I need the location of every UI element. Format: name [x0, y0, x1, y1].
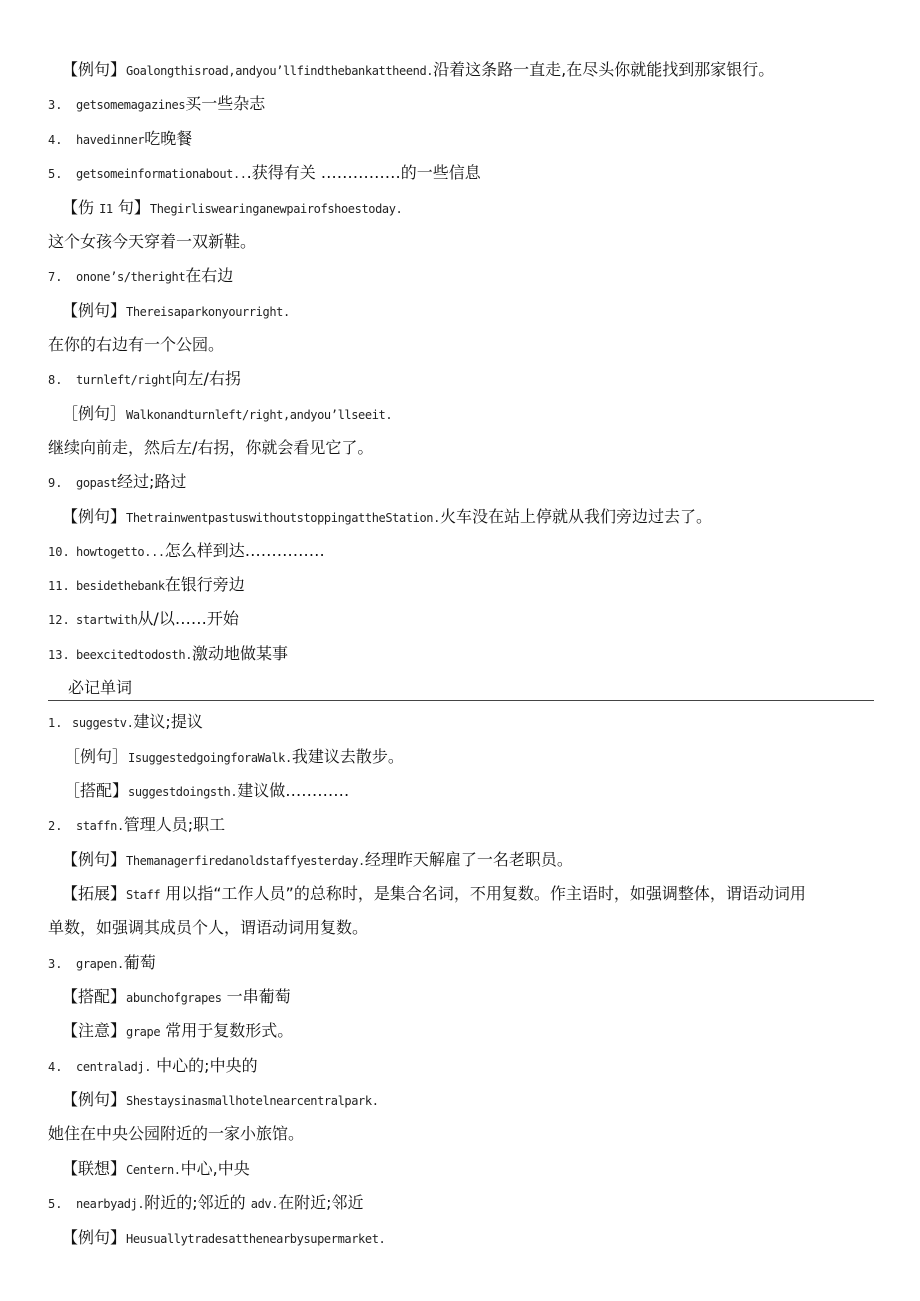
translation-line	[48, 230, 256, 254]
english-text: ThetrainwentpastuswithoutstoppingattheStation.	[126, 511, 440, 525]
translation-line	[48, 333, 224, 357]
english-text: beexcitedtodosth.	[76, 648, 193, 662]
chinese-text: 附近的;邻近的	[144, 1193, 246, 1212]
item-number: 4.	[48, 1060, 63, 1074]
section-divider	[48, 700, 874, 701]
example-line	[62, 1226, 385, 1250]
chinese-text: 我建议去散步。	[291, 747, 404, 766]
chinese-text: 中心,中央	[180, 1159, 250, 1178]
label-tag: 【伤	[62, 198, 95, 217]
chinese-text: 在附近;邻近	[278, 1193, 364, 1212]
word-item	[48, 710, 203, 734]
chinese-text: 建议;提议	[133, 712, 203, 731]
example-line	[62, 1088, 379, 1112]
collocation-line	[62, 985, 291, 1009]
phrase-item	[48, 470, 186, 494]
chinese-text: 经过;路过	[116, 472, 187, 491]
english-text: Centern.	[126, 1163, 181, 1177]
label-tag: 句】	[117, 198, 150, 217]
note-line	[62, 1019, 293, 1043]
label-tag: 【例句】	[62, 1090, 127, 1109]
translation-line	[48, 436, 373, 460]
chinese-text: 单数，如强调其成员个人，谓语动词用复数。	[48, 918, 369, 937]
chinese-text: 沿着这条路一直走,在尽头你就能找到那家银行。	[433, 60, 775, 79]
chinese-text: 用以指“工作人员”的总称时，是集合名词，不用复数。作主语时，如强调整体，谓语动词用	[165, 884, 806, 903]
word-item	[48, 951, 156, 975]
label-tag: 【例句】	[62, 1228, 127, 1247]
label-tag: 【注意】	[62, 1021, 127, 1040]
label-tag: 【例句】	[62, 850, 127, 869]
item-number: 1.	[48, 716, 63, 730]
chinese-text: 从/以……开始	[137, 609, 239, 628]
phrase-item	[48, 642, 288, 666]
chinese-text: 管理人员;职工	[123, 815, 226, 834]
english-text: Goalongthisroad,andyou’llfindthebankattheend.	[126, 64, 434, 78]
chinese-text: 一串葡萄	[226, 987, 291, 1006]
phrase-item	[48, 539, 325, 563]
english-text: onone’s/theright	[76, 270, 186, 284]
item-number: 3.	[48, 957, 63, 971]
item-number: 12.	[48, 613, 70, 627]
example-line	[62, 402, 392, 426]
english-text: centraladj.	[76, 1060, 152, 1074]
english-text: Walkonandturnleft/right,andyou’llseeit.	[126, 408, 393, 422]
example-line	[64, 745, 404, 769]
english-text: staffn.	[76, 819, 124, 833]
chinese-text: 这个女孩今天穿着一双新鞋。	[48, 232, 257, 251]
label-tag: 【拓展】	[62, 884, 127, 903]
collocation-line	[64, 779, 349, 803]
item-number: 8.	[48, 373, 63, 387]
english-text: Thereisaparkonyourright.	[126, 305, 290, 319]
item-number: 7.	[48, 270, 63, 284]
english-text: grape	[126, 1025, 161, 1039]
english-text: nearbyadj.	[76, 1197, 145, 1211]
chinese-text: 继续向前走，然后左/右拐，你就会看见它了。	[48, 438, 374, 457]
english-text: Staff	[126, 888, 161, 902]
english-text: turnleft/right	[76, 373, 172, 387]
phrase-item	[48, 92, 265, 116]
extension-line	[62, 882, 806, 906]
chinese-text: 买一些杂志	[185, 94, 266, 113]
item-number: 3.	[48, 98, 63, 112]
chinese-text: 常用于复数形式。	[165, 1021, 294, 1040]
phrase-item	[48, 127, 192, 151]
item-number: 11.	[48, 579, 70, 593]
phrase-item	[48, 367, 241, 391]
item-number: 10.	[48, 545, 70, 559]
association-line	[62, 1157, 250, 1181]
english-text: adv.	[250, 1197, 279, 1211]
english-text: howtogetto...	[76, 545, 165, 559]
word-item	[48, 1191, 363, 1215]
chinese-text: 在你的右边有一个公园。	[48, 335, 225, 354]
label-tag: 【例句】	[62, 60, 127, 79]
label-tag: 【例句】	[62, 301, 127, 320]
item-number: 13.	[48, 648, 70, 662]
english-text: Thegirliswearinganewpairofshoestoday.	[149, 202, 403, 216]
english-text: Heusuallytradesatthenearbysupermarket.	[126, 1232, 386, 1246]
item-number: 9.	[48, 476, 63, 490]
translation-line	[48, 1122, 304, 1146]
english-text: I1	[99, 202, 113, 216]
chinese-text: 经理昨天解雇了一名老职员。	[364, 850, 573, 869]
english-text: getsomemagazines	[76, 98, 186, 112]
label-tag: 【联想】	[62, 1159, 127, 1178]
word-item	[48, 813, 225, 837]
chinese-text: 在银行旁边	[164, 575, 245, 594]
extension-continued	[48, 916, 368, 940]
phrase-item	[48, 573, 245, 597]
chinese-text: 建议做…………	[237, 781, 350, 800]
english-text: gopast	[76, 476, 117, 490]
label-tag: 【例句】	[62, 507, 127, 526]
english-text: suggestdoingsth.	[128, 785, 238, 799]
chinese-text: 她住在中央公园附近的一家小旅馆。	[48, 1124, 305, 1143]
item-number: 4.	[48, 133, 63, 147]
item-number: 5.	[48, 167, 63, 181]
item-number: 2.	[48, 819, 63, 833]
english-text: abunchofgrapes	[126, 991, 222, 1005]
chinese-text: 怎么样到达……………	[164, 541, 325, 560]
label-tag: ［例句］	[64, 747, 129, 766]
english-text: besidethebank	[76, 579, 165, 593]
item-number: 5.	[48, 1197, 63, 1211]
english-text: suggestv.	[72, 716, 134, 730]
example-line	[62, 299, 290, 323]
english-text: havedinner	[76, 133, 145, 147]
example-line	[62, 58, 774, 82]
english-text: IsuggestedgoingforaWalk.	[128, 751, 292, 765]
example-line	[62, 505, 712, 529]
chinese-text: .获得有关 ……………的一些信息	[246, 163, 481, 182]
chinese-text: 火车没在站上停就从我们旁边过去了。	[439, 507, 712, 526]
english-text: startwith	[76, 613, 138, 627]
chinese-text: 在右边	[185, 266, 234, 285]
chinese-text: 葡萄	[123, 953, 156, 972]
section-heading	[68, 676, 132, 700]
heading-text: 必记单词	[68, 678, 133, 697]
english-text: getsomeinformationabout..	[76, 167, 247, 181]
english-text: Themanagerfiredanoldstaffyesterday.	[126, 854, 365, 868]
phrase-item	[48, 264, 233, 288]
chinese-text: 吃晚餐	[144, 129, 193, 148]
english-text: Shestaysinasmallhotelnearcentralpark.	[126, 1094, 379, 1108]
english-text: grapen.	[76, 957, 124, 971]
label-tag: ［例句］	[62, 404, 127, 423]
phrase-item	[48, 161, 481, 185]
label-tag: ［搭配】	[64, 781, 129, 800]
chinese-text: 中心的;中央的	[156, 1056, 258, 1075]
example-line	[62, 196, 402, 220]
label-tag: 【搭配】	[62, 987, 127, 1006]
chinese-text: 激动地做某事	[192, 644, 289, 663]
chinese-text: 向左/右拐	[171, 369, 241, 388]
phrase-item	[48, 607, 239, 631]
word-item	[48, 1054, 258, 1078]
example-line	[62, 848, 573, 872]
